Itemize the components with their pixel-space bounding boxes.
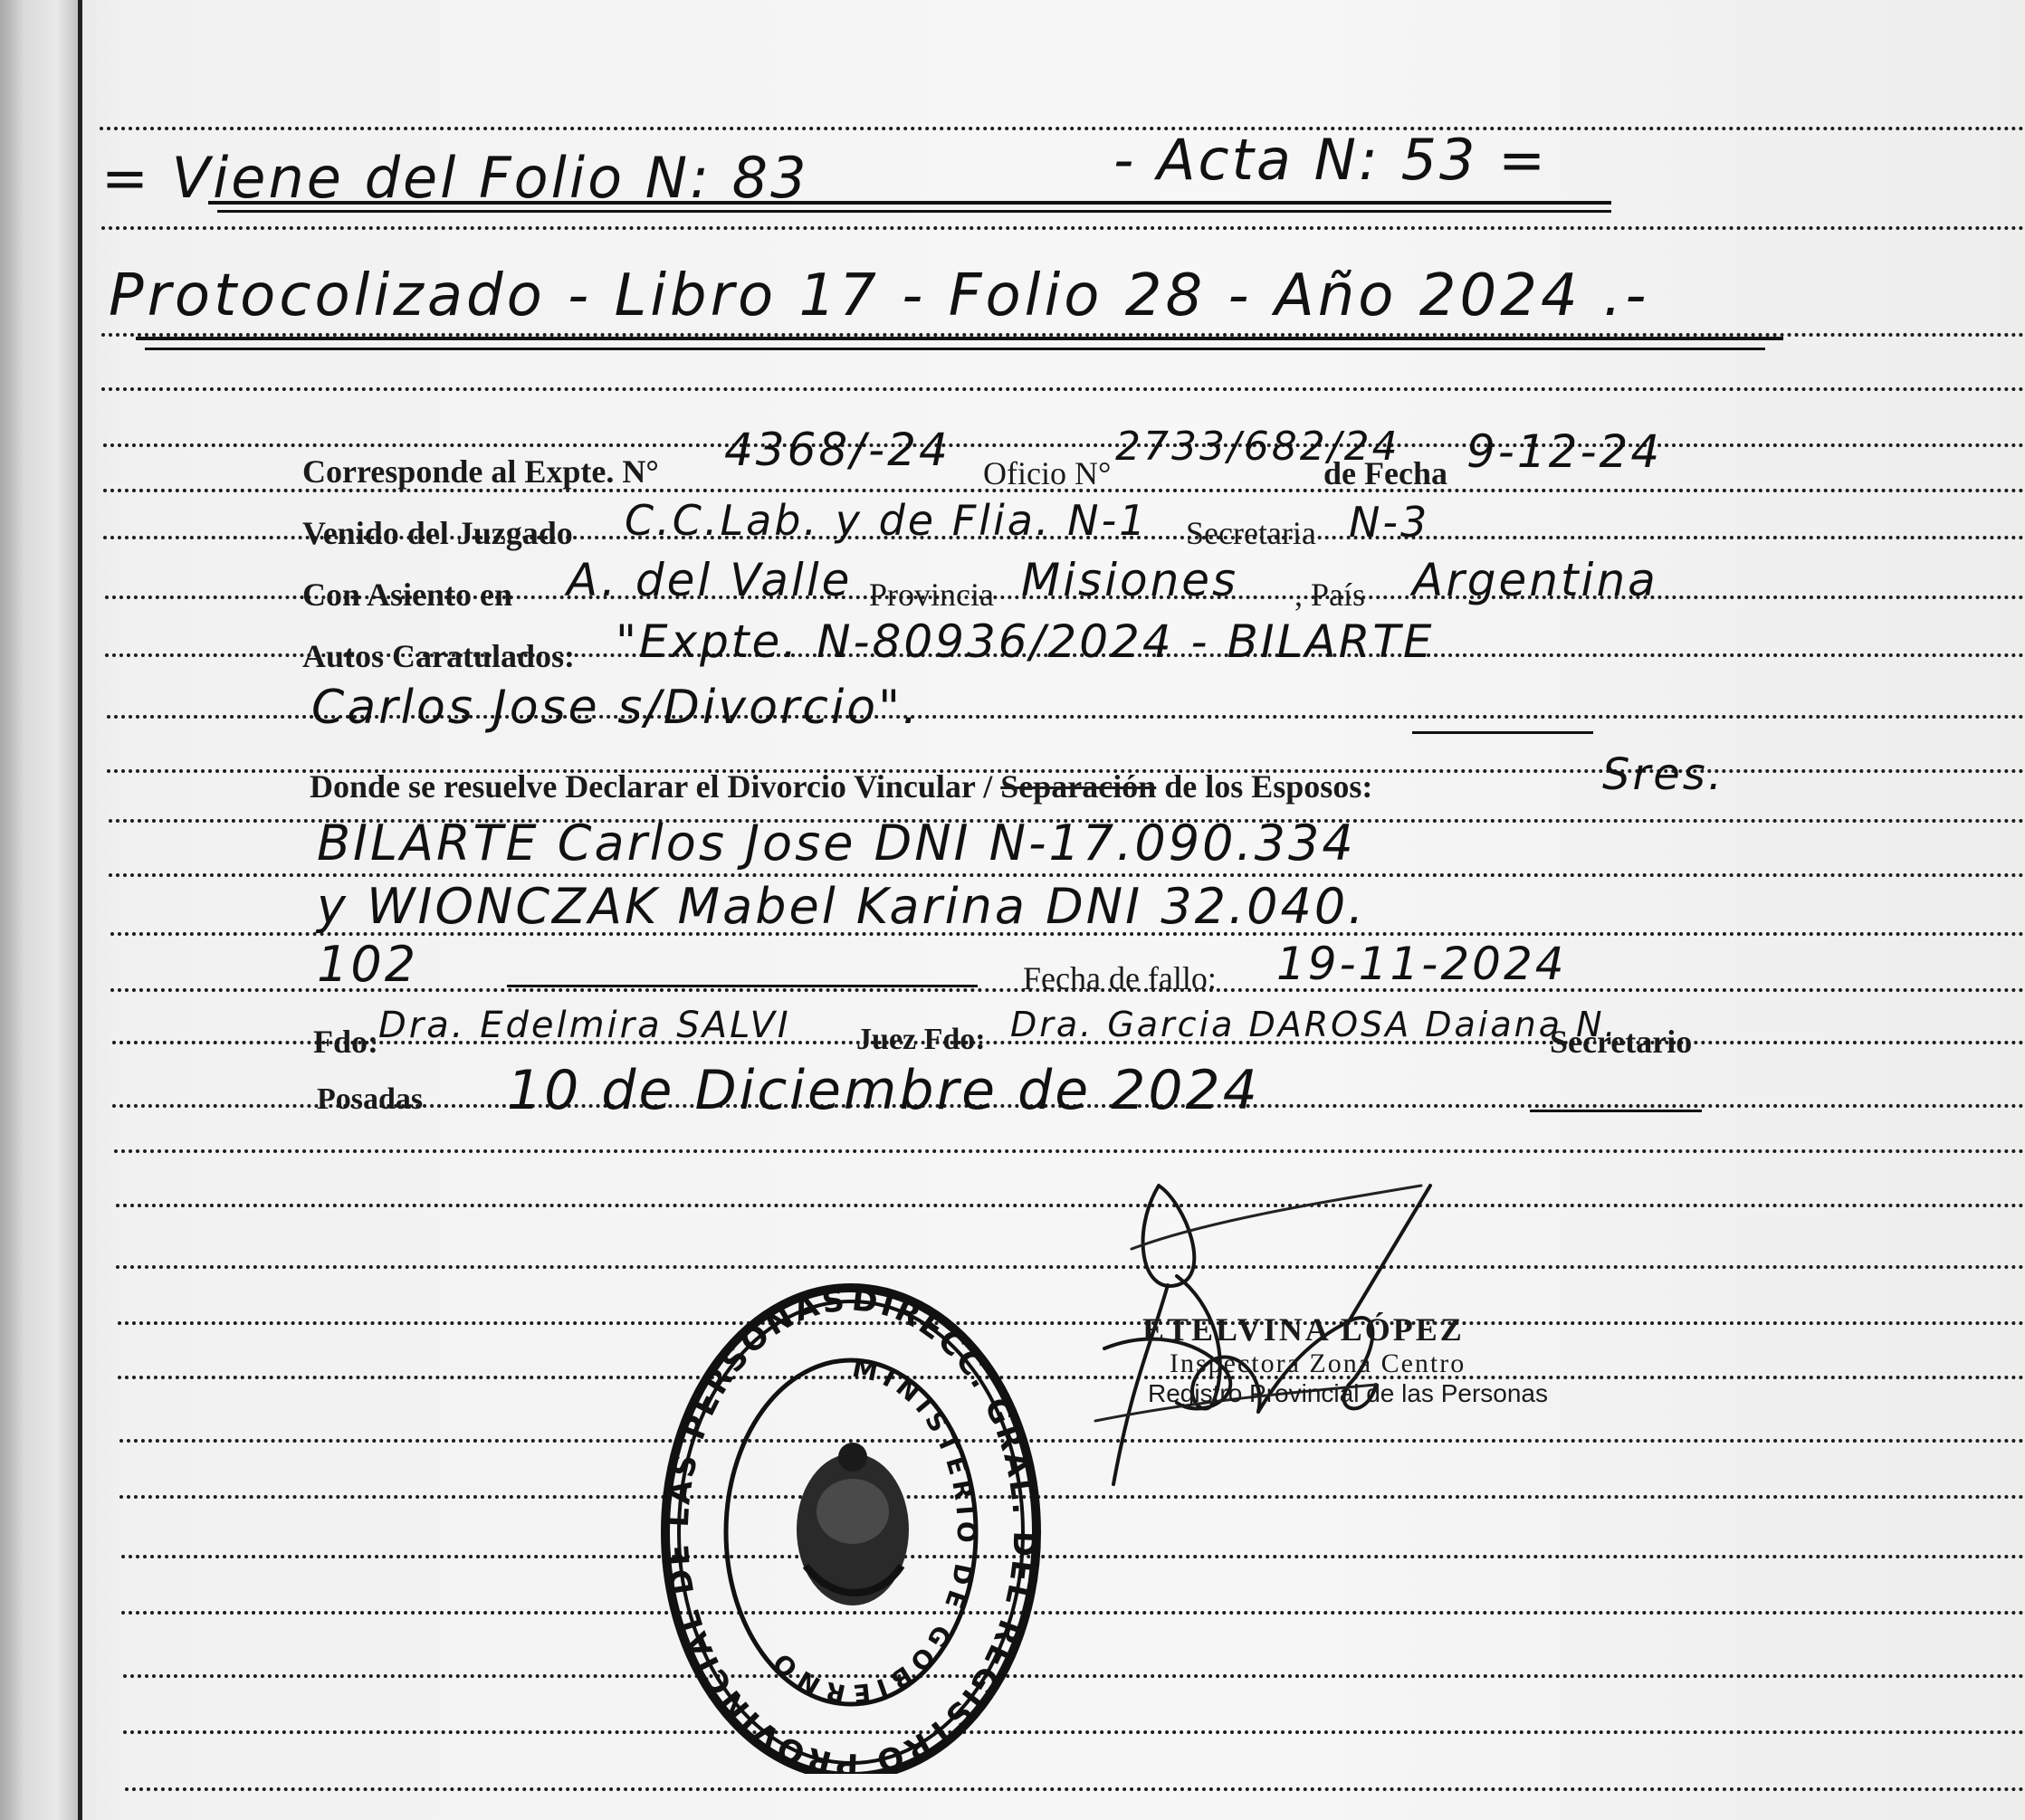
- pais-value: Argentina: [1412, 554, 1658, 606]
- ruled-line: [109, 873, 2025, 877]
- protocol-text: Protocolizado - Libro 17 - Folio 28 - Año 2024 .-: [109, 262, 1650, 329]
- ruled-line: [101, 387, 2025, 391]
- secretaria-label: Secretaria: [1186, 515, 1316, 551]
- esposos-line-3: 102: [317, 936, 419, 993]
- ruled-line: [114, 1149, 2025, 1153]
- esposos-line-2: y WIONCZAK Mabel Karina DNI 32.040.: [317, 878, 1367, 935]
- protocol-underline: [136, 337, 1783, 340]
- fecha-label: de Fecha: [1323, 455, 1447, 491]
- ruled-line: [100, 127, 2025, 130]
- pais-label: , País: [1294, 576, 1366, 613]
- ruled-line: [119, 1495, 2025, 1499]
- header-folio-text: = Viene del Folio N: 83: [101, 145, 809, 211]
- posadas-value: 10 de Diciembre de 2024: [507, 1059, 1260, 1122]
- fdo-value: Dra. Edelmira SALVI: [378, 1005, 791, 1046]
- filler-stroke: [1412, 731, 1593, 734]
- expte-value: 4368/-24: [724, 424, 950, 476]
- coat-of-arms-emblem: [797, 1443, 909, 1606]
- donde-label-text: Donde se resuelve Declarar el Divorcio Vincular /: [310, 768, 993, 805]
- secretaria-value: N-3: [1349, 498, 1430, 547]
- ruled-line: [123, 1674, 2025, 1678]
- esposos-line-1: BILARTE Carlos Jose DNI N-17.090.334: [317, 815, 1356, 872]
- ruled-line: [119, 1439, 2025, 1443]
- posadas-label: Posadas: [317, 1082, 424, 1116]
- margin-line: [78, 0, 82, 1820]
- fallo-label: Fecha de fallo:: [1023, 960, 1217, 996]
- protocol-underline: [145, 348, 1765, 350]
- signatory-org: Registro Provincial de las Personas: [1148, 1379, 1548, 1407]
- fallo-value: 19-11-2024: [1276, 938, 1567, 990]
- ruled-line: [116, 1265, 2025, 1269]
- ruled-line: [121, 1611, 2025, 1615]
- filler-stroke: [1530, 1110, 1702, 1112]
- donde-label-text-2: de los Esposos:: [1164, 768, 1373, 805]
- stamp-outer-text: DIRECC. GRAL. DEL REGISTRO PROVINCIAL DE LAS PERSONAS: [659, 1282, 1043, 1774]
- oficio-label: Oficio N°: [983, 455, 1112, 491]
- venido-label: Venido del Juzgado: [302, 515, 573, 551]
- ruled-line: [118, 1321, 2025, 1325]
- autos-value-line1: "Expte. N-80936/2024 - BILARTE: [616, 615, 1435, 668]
- filler-stroke: [507, 985, 978, 987]
- header-acta-text: - Acta N: 53 =: [1113, 127, 1549, 193]
- ruled-line: [123, 1730, 2025, 1734]
- ruled-line: [118, 1376, 2025, 1379]
- signatory-role: Inspectora Zona Centro: [1170, 1348, 1466, 1378]
- signature-block: [1142, 1310, 1548, 1408]
- autos-label: Autos Caratulados:: [302, 638, 576, 674]
- ruled-line: [125, 1787, 2025, 1791]
- ruled-line: [121, 1555, 2025, 1558]
- official-stamp: [652, 1267, 1050, 1774]
- ruled-line: [116, 1204, 2025, 1207]
- fdo-label: Fdo:: [313, 1024, 378, 1060]
- secretario-label: Secretario: [1550, 1024, 1693, 1060]
- ruled-line: [101, 226, 2025, 230]
- oficio-value: 2733/682/24: [1115, 424, 1400, 470]
- signatory-name: ETELVINA LÓPEZ: [1142, 1311, 1465, 1348]
- donde-label: [310, 767, 1372, 805]
- autos-value-line2: Carlos Jose s/Divorcio".: [311, 681, 921, 735]
- asiento-value: A. del Valle: [567, 554, 853, 606]
- stamp-inner-text: MINISTERIO DE GOBIERNO: [763, 1352, 982, 1710]
- juez-label: Juez Fdo:: [856, 1023, 986, 1056]
- header-underline: [208, 201, 1611, 205]
- juez-value: Dra. Garcia DAROSA Daiana N.: [1010, 1005, 1619, 1044]
- asiento-label: Con Asiento en: [302, 576, 513, 613]
- juzgado-value: C.C.Lab. y de Flia. N-1: [625, 496, 1149, 545]
- sres-value: Sres.: [1602, 749, 1724, 800]
- expte-label: Corresponde al Expte. N°: [302, 453, 659, 490]
- donde-struck-text: Separación: [1000, 768, 1157, 805]
- page-shadow: [0, 0, 24, 1820]
- provincia-value: Misiones: [1021, 554, 1239, 606]
- provincia-label: Provincia: [869, 576, 994, 613]
- ruled-line: [103, 443, 2025, 447]
- header-underline: [217, 210, 1611, 213]
- fecha-value: 9-12-24: [1466, 425, 1663, 478]
